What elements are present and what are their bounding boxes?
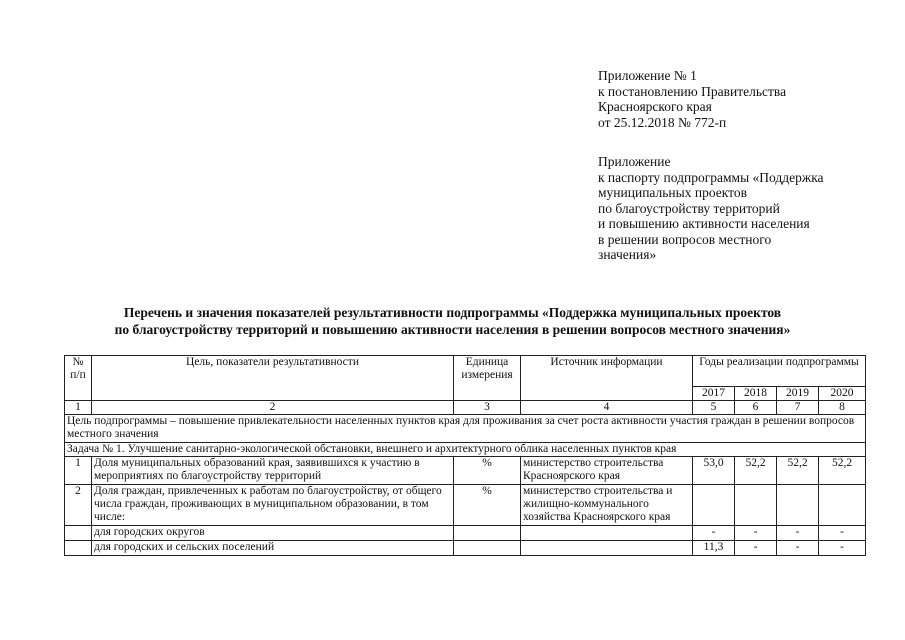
row-source: министерство строительства и жилищно-коммунального хозяйства Красноярского края <box>521 485 693 526</box>
row-source: министерство строительства Красноярского края <box>521 457 693 485</box>
appendix-1-line: Приложение № 1 <box>598 68 697 83</box>
appendix-1-block <box>598 68 786 130</box>
row-value-2018: - <box>735 541 777 556</box>
row-value-2017: 53,0 <box>693 457 735 485</box>
table-row <box>65 526 866 541</box>
row-num: 2 <box>65 485 92 526</box>
goal-row <box>65 415 866 443</box>
column-number: 3 <box>454 401 521 415</box>
appendix-2-block <box>598 154 824 263</box>
header-years-group: Годы реализации подпрограммы <box>693 356 866 387</box>
document-title-line: Перечень и значения показателей результативности подпрограммы «Поддержка муниципальных проектов <box>123 305 782 320</box>
indicators-table <box>64 355 866 556</box>
column-number: 4 <box>521 401 693 415</box>
row-name: для городских и сельских поселений <box>92 541 454 556</box>
row-name: Доля муниципальных образований края, заявившихся к участию в мероприятиях по благоустройству территорий <box>92 457 454 485</box>
row-num: 1 <box>65 457 92 485</box>
row-value-2017 <box>693 485 735 526</box>
appendix-2-line: по благоустройству территорий <box>598 200 780 216</box>
appendix-1-line: к постановлению Правительства <box>598 83 787 99</box>
table-header-row <box>65 356 866 387</box>
header-year: 2017 <box>693 387 735 401</box>
row-source <box>521 541 693 556</box>
appendix-1-line: от 25.12.2018 № 772-п <box>598 114 727 130</box>
row-value-2020: - <box>819 526 866 541</box>
appendix-2-line: Приложение <box>598 154 671 169</box>
column-numbers-row <box>65 401 866 415</box>
column-number: 8 <box>819 401 866 415</box>
header-year: 2019 <box>777 387 819 401</box>
row-value-2020: - <box>819 541 866 556</box>
row-unit: % <box>454 485 521 526</box>
row-source <box>521 526 693 541</box>
row-value-2018 <box>735 485 777 526</box>
appendix-1-line: Красноярского края <box>598 99 712 114</box>
row-unit <box>454 541 521 556</box>
document-title-line: по благоустройству территорий и повышению активности населения в решении вопросов местного значения» <box>114 322 791 337</box>
goal-text: Цель подпрограммы – повышение привлекательности населенных пунктов края для проживания за счет роста активности участия граждан в решении вопросов местного значения <box>65 415 866 443</box>
table-row <box>65 485 866 526</box>
row-value-2017: - <box>693 526 735 541</box>
column-number: 5 <box>693 401 735 415</box>
task-row <box>65 443 866 457</box>
row-name: для городских округов <box>92 526 454 541</box>
appendix-2-line: в решении вопросов местного <box>598 231 772 247</box>
row-value-2019 <box>777 485 819 526</box>
row-num <box>65 526 92 541</box>
appendix-2-line: к паспорту подпрограммы «Поддержка <box>598 169 824 185</box>
row-value-2017: 11,3 <box>693 541 735 556</box>
row-unit: % <box>454 457 521 485</box>
row-name: Доля граждан, привлеченных к работам по благоустройству, от общего числа граждан, проживающих в муниципальном образовании, в том числе: <box>92 485 454 526</box>
table-row <box>65 541 866 556</box>
row-value-2018: - <box>735 526 777 541</box>
column-number: 6 <box>735 401 777 415</box>
header-source: Источник информации <box>521 356 693 401</box>
header-year: 2018 <box>735 387 777 401</box>
column-number: 7 <box>777 401 819 415</box>
column-number: 1 <box>65 401 92 415</box>
table-row <box>65 457 866 485</box>
header-unit: Единица измерения <box>454 356 521 401</box>
row-num <box>65 541 92 556</box>
row-value-2020: 52,2 <box>819 457 866 485</box>
document-title <box>0 304 905 338</box>
row-unit <box>454 526 521 541</box>
appendix-2-line: значения» <box>598 247 657 262</box>
appendix-2-line: и повышению активности населения <box>598 216 810 231</box>
row-value-2019: - <box>777 541 819 556</box>
header-goal: Цель, показатели результативности <box>92 356 454 401</box>
appendix-2-line: муниципальных проектов <box>598 185 747 200</box>
task-text: Задача № 1. Улучшение санитарно-экологической обстановки, внешнего и архитектурного облика населенных пунктов края <box>65 443 866 457</box>
row-value-2020 <box>819 485 866 526</box>
column-number: 2 <box>92 401 454 415</box>
row-value-2019: - <box>777 526 819 541</box>
row-value-2019: 52,2 <box>777 457 819 485</box>
header-year: 2020 <box>819 387 866 401</box>
row-value-2018: 52,2 <box>735 457 777 485</box>
header-num: № п/п <box>65 356 92 401</box>
